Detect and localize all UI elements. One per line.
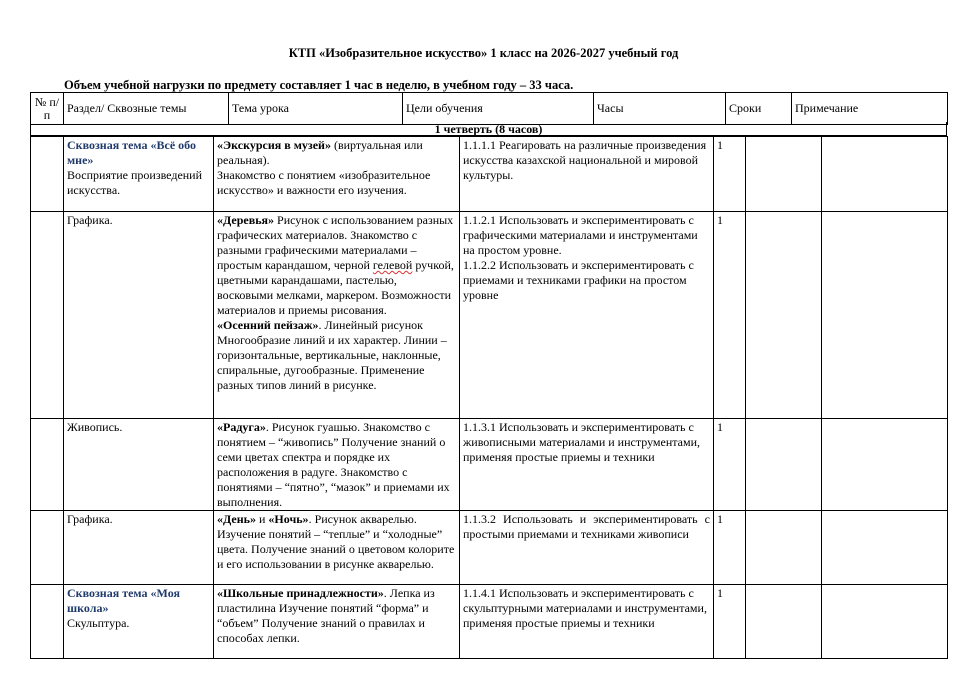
table-row [31, 585, 948, 659]
topic-body: ручкой, цветными карандашами, пастелью, восковыми мелками, маркером. Возможности материалов и приемы рисования. [217, 258, 454, 317]
cell-hours: 1 [714, 419, 746, 511]
document-title: КТП «Изобразительное искусство» 1 класс на 2026-2027 учебный год [288, 46, 679, 60]
cell-num [31, 585, 64, 659]
topic-body: Знакомство с разными графическими материалами – простым карандашом, черной [217, 228, 418, 272]
cell-dates [746, 137, 822, 212]
topic-title: «Школьные принадлежности» [217, 586, 384, 600]
header-dates: Сроки [726, 93, 792, 125]
header-goals: Цели обучения [403, 93, 594, 125]
topic-title: «Ночь» [268, 512, 309, 526]
section-label: Восприятие произведений искусства. [67, 168, 203, 197]
cell-goals: 1.1.1.1 Реагировать на различные произведения искусства казахской национальной и мировой культуры. [460, 137, 714, 212]
table-row [31, 212, 948, 419]
cell-notes [822, 511, 948, 585]
header-num: № п/п [31, 93, 64, 125]
cell-goals: 1.1.3.1 Использовать и экспериментировать с живописными материалами и инструментами, применяя простые приемы и техники [460, 419, 714, 511]
cell-num [31, 137, 64, 212]
section-theme: Сквозная тема «Всё обо мне» [67, 138, 197, 167]
cell-section: Графика. [64, 511, 214, 585]
header-hours: Часы [594, 93, 726, 125]
cell-section [64, 585, 214, 659]
cell-num [31, 212, 64, 419]
cell-dates [746, 511, 822, 585]
cell-topic [214, 137, 460, 212]
load-note: Объем учебной нагрузки по предмету составляет 1 час в неделю, в учебном году – 33 часа. [64, 78, 574, 92]
cell-dates [746, 585, 822, 659]
topic-body: . Лепка из пластилина Изучение понятий “форма” и “объем” Получение знаний о правилах и способах лепки. [217, 586, 435, 645]
topic-title: «Экскурсия в музей» [217, 138, 331, 152]
cell-goals: 1.1.3.2 Использовать и экспериментировать с простыми приемами и техниками живописи [460, 511, 714, 585]
cell-topic [214, 419, 460, 511]
quarter-heading: 1 четверть (8 часов) [30, 122, 947, 136]
topic-body: . Рисунок гуашью. Знакомство с понятием – “живопись” Получение знаний о семи цветах спектра и порядке их расположения в радуге. Знакомство с понятиями – “пятно”, “мазок” и приемами их выполнения. [217, 420, 450, 509]
topic-body: . Рисунок акварелью. Изучение понятий – “теплые” и “холодные” цвета. Получение знаний о цветовом колорите и его использовании в рисунке акварелью. [217, 512, 455, 571]
cell-hours: 1 [714, 212, 746, 419]
cell-notes [822, 212, 948, 419]
goal-item: 1.1.2.2 Использовать и экспериментировать с приемами и техниками графики на простом уровне [463, 258, 694, 302]
cell-topic [214, 212, 460, 419]
cell-section: Графика. [64, 212, 214, 419]
cell-notes [822, 137, 948, 212]
table-row [31, 419, 948, 511]
cell-topic [214, 511, 460, 585]
header-section: Раздел/ Сквозные темы [64, 93, 229, 125]
header-topic: Тема урока [229, 93, 403, 125]
topic-title: «Деревья» [217, 213, 275, 227]
topic-rest: (виртуальная или реальная). [217, 138, 423, 167]
cell-goals: 1.1.4.1 Использовать и экспериментировать с скульптурными материалами и инструментами, применяя простые приемы и техники [460, 585, 714, 659]
topic-and: и [256, 512, 269, 526]
table-row [31, 511, 948, 585]
cell-dates [746, 212, 822, 419]
cell-topic [214, 585, 460, 659]
cell-notes [822, 585, 948, 659]
topic-body-underlined: гелевой [372, 258, 413, 272]
section-label: Скульптура. [67, 616, 130, 630]
topic-body: Знакомство с понятием «изобразительное искусство» и важности его изучения. [217, 168, 431, 197]
header-table [30, 92, 948, 125]
topic-title: «Осенний пейзаж» [217, 318, 319, 332]
cell-dates [746, 419, 822, 511]
goal-item: 1.1.2.1 Использовать и экспериментировать с графическими материалами и инструментами на простом уровне. [463, 213, 698, 257]
cell-section: Живопись. [64, 419, 214, 511]
cell-section [64, 137, 214, 212]
cell-hours: 1 [714, 511, 746, 585]
header-notes: Примечание [792, 93, 948, 125]
lesson-table [30, 136, 948, 659]
cell-notes [822, 419, 948, 511]
topic-rest: Рисунок с использованием разных графических материалов. [217, 213, 454, 242]
section-theme: Сквозная тема «Моя школа» [67, 586, 180, 615]
cell-num [31, 511, 64, 585]
cell-hours: 1 [714, 137, 746, 212]
cell-num [31, 419, 64, 511]
table-row [31, 137, 948, 212]
cell-goals [460, 212, 714, 419]
topic-body: . Линейный рисунок Многообразие линий и их характер. Линии – горизонтальные, вертикальные, наклонные, спиральные, дугообразные. Применение разных типов линий в рисунке. [217, 318, 447, 392]
cell-hours: 1 [714, 585, 746, 659]
topic-title: «Радуга» [217, 420, 266, 434]
topic-title: «День» [217, 512, 256, 526]
